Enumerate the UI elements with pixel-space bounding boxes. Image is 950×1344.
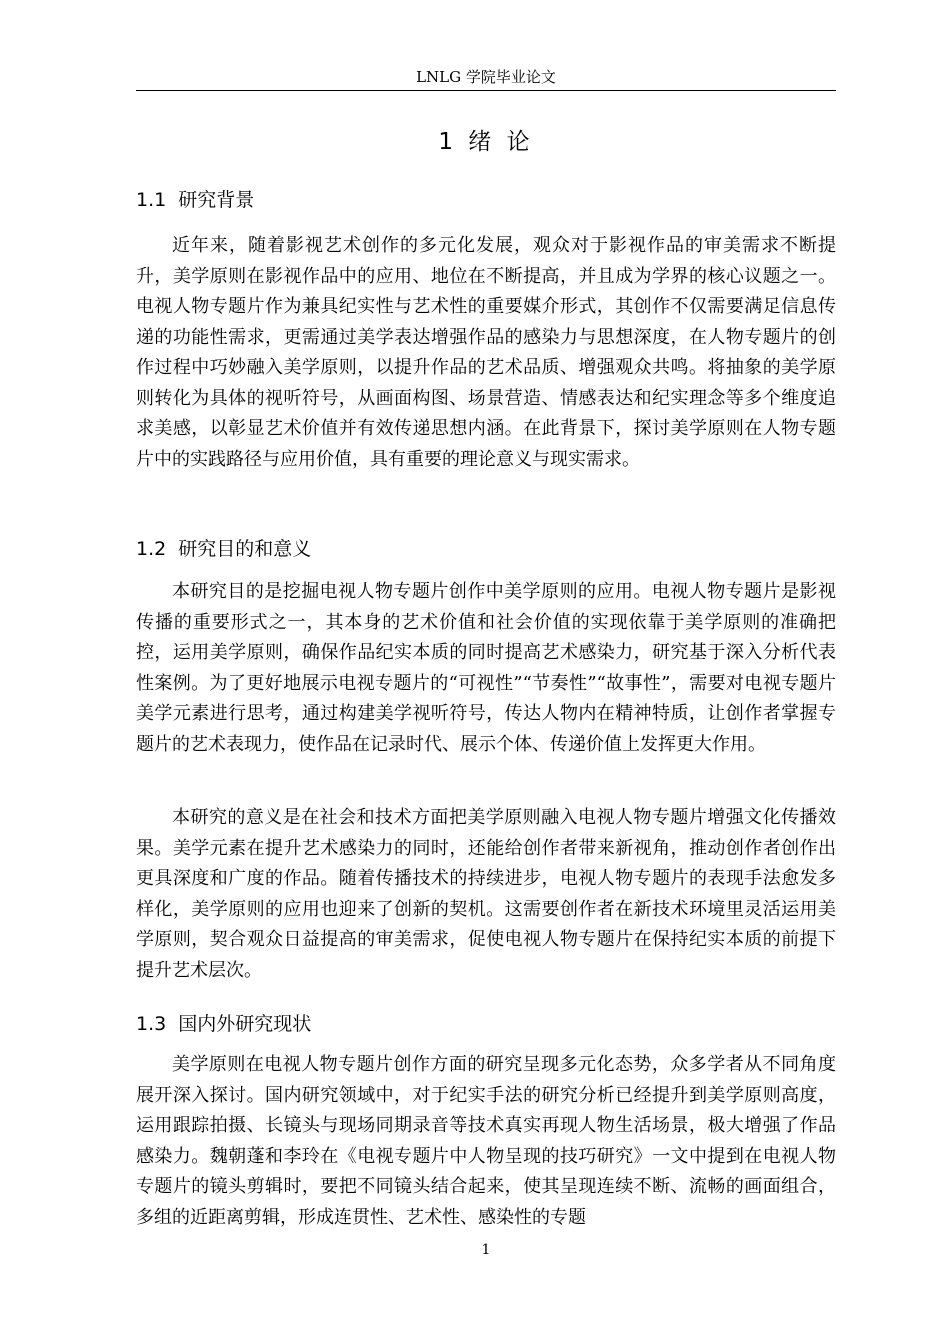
page-number: 1: [481, 1242, 491, 1258]
header-rule: [136, 90, 836, 91]
paragraph: 美学原则在电视人物专题片创作方面的研究呈现多元化态势，众多学者从不同角度展开深入探讨。国内研究领域中，对于纪实手法的研究分析已经提升到美学原则高度，运用跟踪拍摄、长镜头与现场同期录音等技术真实再现人物生活场景，极大增强了作品感染力。魏朝蓬和李玲在《电视专题片中人物呈现的技巧研究》一文中提到在电视人物专题片的镜头剪辑时，要把不同镜头结合起来，使其呈现连续不断、流畅的画面组合，多组的近距离剪辑，形成连贯性、艺术性、感染性的专题: [136, 1054, 836, 1228]
paragraph: 本研究目的是挖掘电视人物专题片创作中美学原则的应用。电视人物专题片是影视传播的重要形式之一，其本身的艺术价值和社会价值的实现依靠于美学原则的准确把控，运用美学原则，确保作品纪实本质的同时提高艺术感染力，研究基于深入分析代表性案例。为了更好地展示电视专题片的“可视性”“节奏性”“故事性”，需要对电视专题片美学元素进行思考，通过构建美学视听符号，传达人物内在精神特质，让创作者掌握专题片的艺术表现力，使作品在记录时代、展示个体、传递价值上发挥更大作用。: [136, 581, 836, 755]
section-heading-1-1: [136, 184, 836, 216]
running-header: LNLG 学院毕业论文: [416, 68, 556, 86]
paragraph: 近年来，随着影视艺术创作的多元化发展，观众对于影视作品的审美需求不断提升，美学原则在影视作品中的应用、地位在不断提高，并且成为学界的核心议题之一。电视人物专题片作为兼具纪实性与艺术性的重要媒介形式，其创作不仅需要满足信息传递的功能性需求，更需通过美学表达增强作品的感染力与思想深度，在人物专题片的创作过程中巧妙融入美学原则，以提升作品的艺术品质、增强观众共鸣。将抽象的美学原则转化为具体的视听符号，从画面构图、场景营造、情感表达和纪实理念等多个维度追求美感，以彰显艺术价值并有效传递思想内涵。在此背景下，探讨美学原则在人物专题片中的实践路径与应用价值，具有重要的理论意义与现实需求。: [136, 235, 836, 470]
section-title: 研究背景: [178, 189, 255, 211]
section-heading-1-3: [136, 1008, 836, 1040]
chapter-title: 1 绪 论: [438, 129, 534, 155]
section-title: 研究目的和意义: [178, 538, 312, 560]
section-number: 1.3: [136, 1013, 167, 1035]
paragraph: 本研究的意义是在社会和技术方面把美学原则融入电视人物专题片增强文化传播效果。美学元素在提升艺术感染力的同时，还能给创作者带来新视角，推动创作者创作出更具深度和广度的作品。随着传播技术的持续进步，电视人物专题片的表现手法愈发多样化，美学原则的应用也迎来了创新的契机。这需要创作者在新技术环境里灵活运用美学原则，契合观众日益提高的审美需求，促使电视人物专题片在保持纪实本质的前提下提升艺术层次。: [136, 807, 836, 981]
section-heading-1-2: [136, 533, 836, 565]
section-number: 1.1: [136, 189, 167, 211]
section-number: 1.2: [136, 538, 167, 560]
section-title: 国内外研究现状: [178, 1013, 312, 1035]
